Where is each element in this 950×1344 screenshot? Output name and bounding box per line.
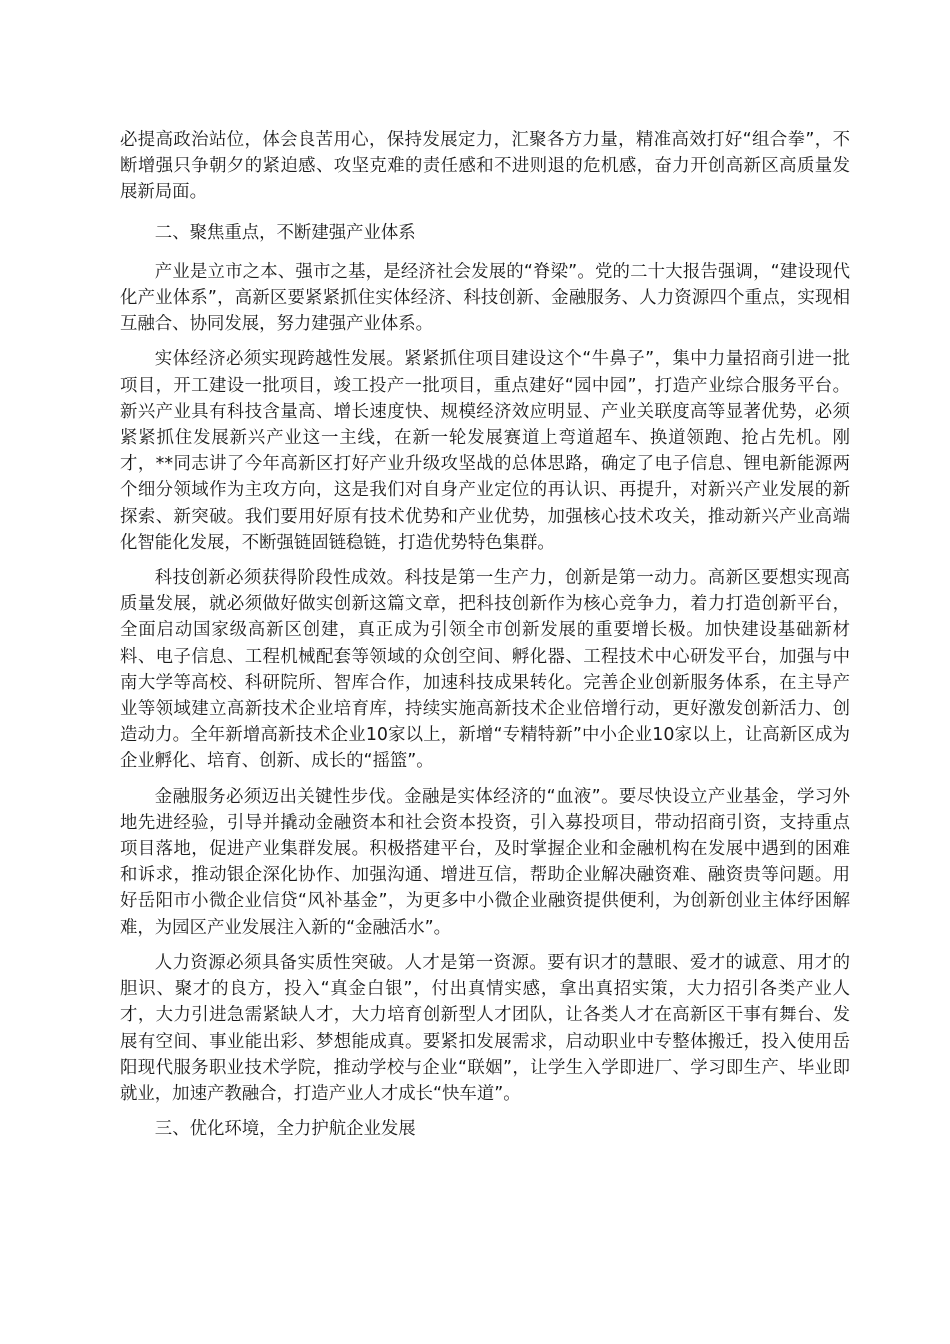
body-paragraph-tech-innovation: 科技创新必须获得阶段性成效。科技是第一生产力，创新是第一动力。高新区要想实现高质量发展，就必须做好做实创新这篇文章，把科技创新作为核心竞争力，着力打造创新平台，全面启动国家级高新区创建，真正成为引领全市创新发展的重要增长极。加快建设基础新材料、电子信息、工程机械配套等领域的众创空间、孵化器、工程技术中心研发平台，加强与中南大学等高校、科研院所、智库合作，加速科技成果转化。完善企业创新服务体系，在主导产业等领域建立高新技术企业培育库，持续实施高新技术企业倍增行动，更好激发创新活力、创造动力。全年新增高新技术企业10家以上，新增“专精特新”中小企业10家以上，让高新区成为企业孵化、培育、创新、成长的“摇篮”。 bbox=[120, 568, 850, 772]
intro-paragraph: 必提高政治站位，体会良苦用心，保持发展定力，汇聚各方力量，精准高效打好“组合拳”，不断增强只争朝夕的紧迫感、攻坚克难的责任感和不进则退的危机感，奋力开创高新区高质量发展新局面。 bbox=[120, 130, 850, 203]
body-paragraph-real-economy: 实体经济必须实现跨越性发展。紧紧抓住项目建设这个“牛鼻子”，集中力量招商引进一批项目，开工建设一批项目，竣工投产一批项目，重点建好“园中园”，打造产业综合服务平台。新兴产业具有科技含量高、增长速度快、规模经济效应明显、产业关联度高等显著优势，必须紧紧抓住发展新兴产业这一主线，在新一轮发展赛道上弯道超车、换道领跑、抢占先机。刚才，**同志讲了今年高新区打好产业升级攻坚战的总体思路，确定了电子信息、锂电新能源两个细分领域作为主攻方向，这是我们对自身产业定位的再认识、再提升，对新兴产业发展的新探索、新突破。我们要用好原有技术优势和产业优势，加强核心技术攻关，推动新兴产业高端化智能化发展，不断强链固链稳链，打造优势特色集群。 bbox=[120, 349, 850, 553]
section-three-heading: 三、优化环境，全力护航企业发展 bbox=[154, 1119, 416, 1140]
body-paragraph-finance: 金融服务必须迈出关键性步伐。金融是实体经济的“血液”。要尽快设立产业基金，学习外地先进经验，引导并撬动金融资本和社会资本投资，引入募投项目，带动招商引资，支持重点项目落地，促进产业集群发展。积极搭建平台，及时掌握企业和金融机构在发展中遇到的困难和诉求，推动银企深化协作、加强沟通、增进互信，帮助企业解决融资难、融资贵等问题。用好岳阳市小微企业信贷“风补基金”，为更多中小微企业融资提供便利，为创新创业主体纾困解难，为园区产业发展注入新的“金融活水”。 bbox=[120, 786, 850, 938]
body-paragraph-industry: 产业是立市之本、强市之基，是经济社会发展的“脊梁”。党的二十大报告强调，“建设现代化产业体系”，高新区要紧紧抓住实体经济、科技创新、金融服务、人力资源四个重点，实现相互融合、协同发展，努力建强产业体系。 bbox=[120, 261, 850, 335]
body-paragraph-human-resources: 人力资源必须具备实质性突破。人才是第一资源。要有识才的慧眼、爱才的诚意、用才的胆识、聚才的良方，投入“真金白银”，付出真情实感，拿出真招实策，大力招引各类产业人才，大力引进急需紧缺人才，大力培育创新型人才团队，让各类人才在高新区干事有舞台、发展有空间、事业能出彩、梦想能成真。要紧扣发展需求，启动职业中专整体搬迁，投入使用岳阳现代服务职业技术学院，推动学校与企业“联姻”，让学生入学即进厂、学习即生产、毕业即就业，加速产教融合，打造产业人才成长“快车道”。 bbox=[120, 952, 850, 1104]
document-page bbox=[120, 127, 850, 1155]
section-two-heading: 二、聚焦重点，不断建强产业体系 bbox=[154, 222, 416, 243]
